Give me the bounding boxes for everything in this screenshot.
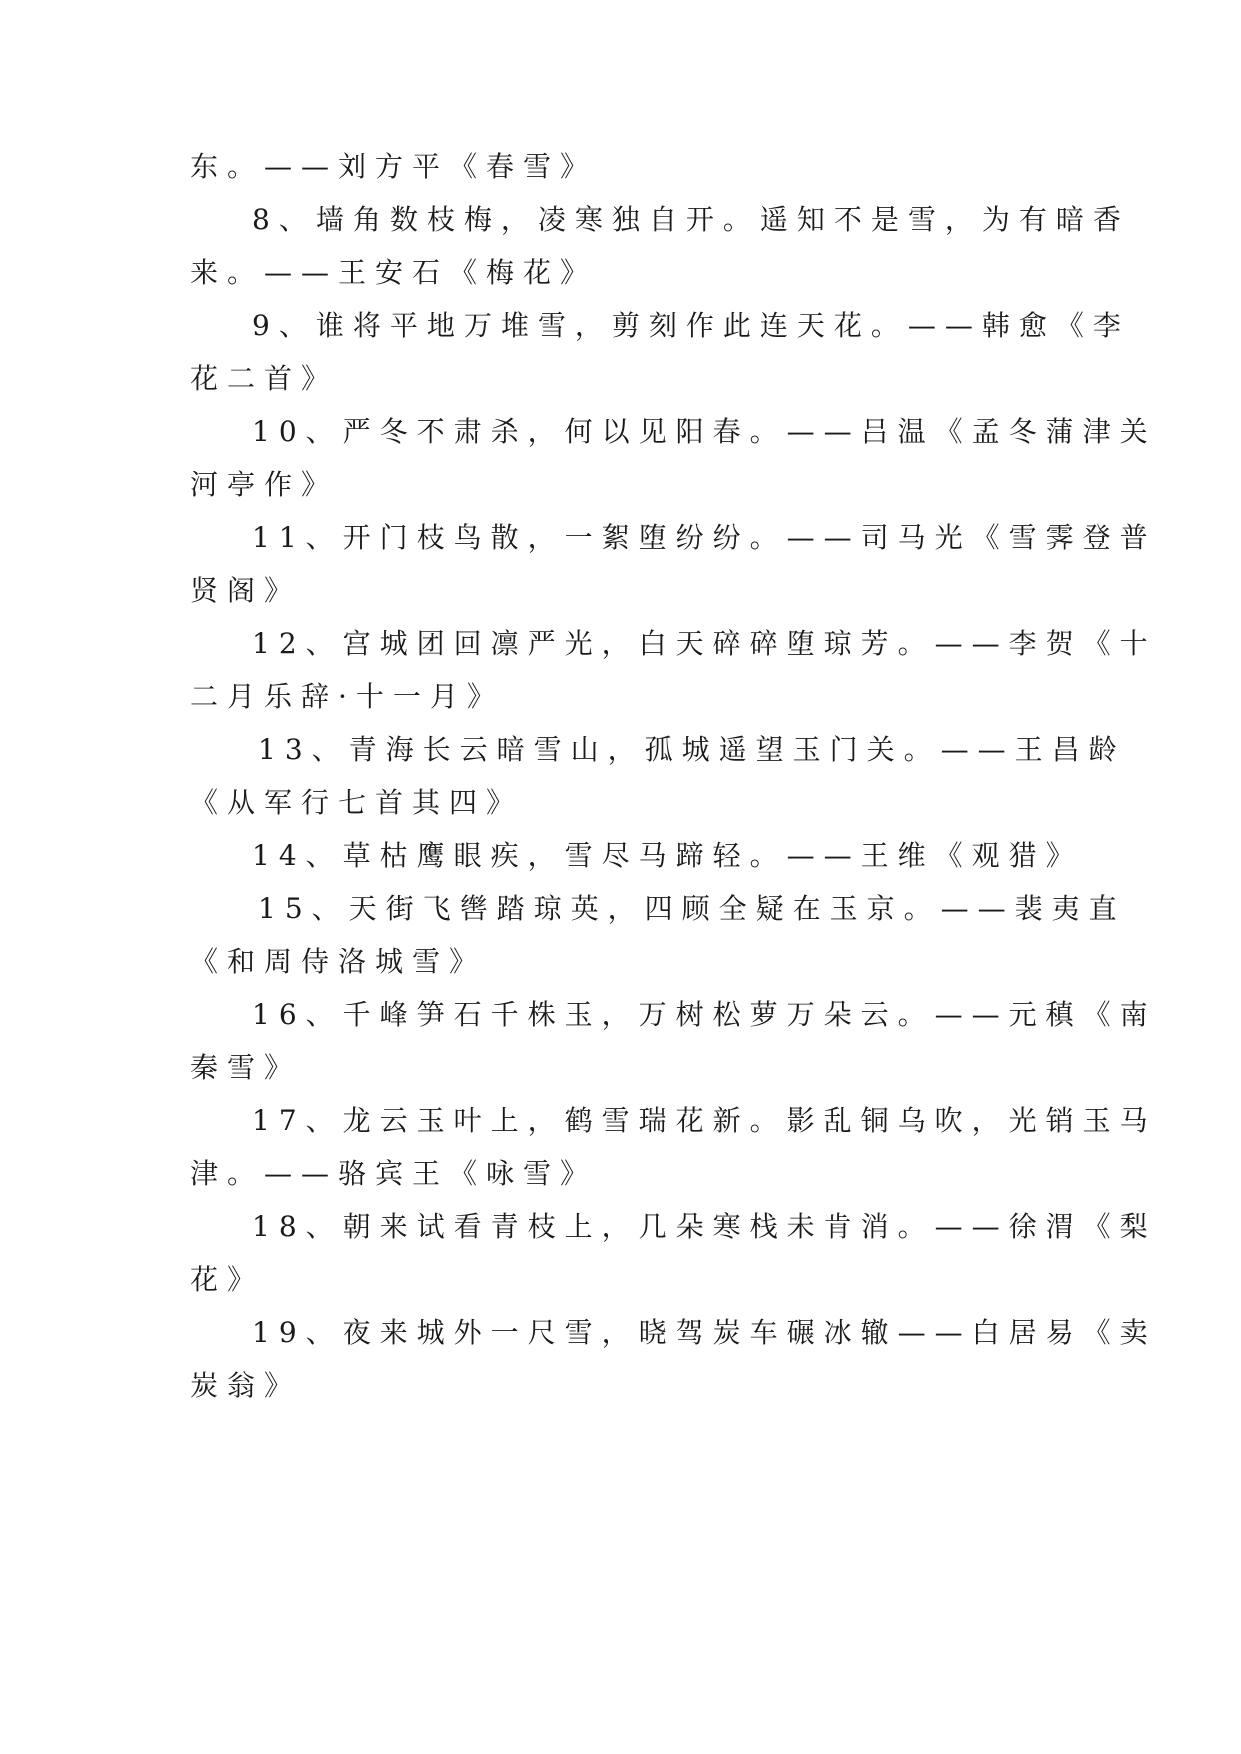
poem-item-12: 12、宫城团回凛严光，白天碎碎堕琼芳。——李贺《十 — [252, 627, 1157, 660]
poem-item-8: 8、墙角数枝梅，凌寒独自开。遥知不是雪，为有暗香 — [252, 203, 1130, 236]
text-line: 炭翁》 — [190, 1369, 302, 1402]
text-line: 《从军行七首其四》 — [190, 786, 524, 819]
text-line: 来。——王安石《梅花》 — [190, 256, 598, 289]
poem-item-9: 9、谁将平地万堆雪，剪刻作此连天花。——韩愈《李 — [252, 309, 1130, 342]
poem-item-17: 17、龙云玉叶上，鹤雪瑞花新。影乱铜乌吹，光销玉马 — [252, 1104, 1157, 1137]
poem-item-14: 14、草枯鹰眼疾，雪尽马蹄轻。——王维《观猎》 — [252, 839, 1083, 872]
text-line: 花二首》 — [190, 362, 339, 395]
text-line: 河亭作》 — [190, 468, 339, 501]
text-line: 津。——骆宾王《咏雪》 — [190, 1157, 598, 1190]
poem-item-13: 13、青海长云暗雪山，孤城遥望玉门关。——王昌龄 — [258, 733, 1126, 766]
text-line: 东。——刘方平《春雪》 — [190, 150, 598, 183]
text-line: 花》 — [190, 1263, 265, 1296]
poem-item-11: 11、开门枝鸟散，一絮堕纷纷。——司马光《雪霁登普 — [252, 521, 1157, 554]
poem-item-10: 10、严冬不肃杀，何以见阳春。——吕温《孟冬蒲津关 — [252, 415, 1157, 448]
text-line: 二月乐辞·十一月》 — [190, 680, 504, 713]
poem-item-15: 15、天街飞辔踏琼英，四顾全疑在玉京。——裴夷直 — [258, 892, 1126, 925]
text-line: 贤阁》 — [190, 574, 302, 607]
poem-item-16: 16、千峰笋石千株玉，万树松萝万朵云。——元稹《南 — [252, 998, 1157, 1031]
text-line: 《和周侍洛城雪》 — [190, 945, 487, 978]
text-line: 秦雪》 — [190, 1051, 302, 1084]
poem-item-18: 18、朝来试看青枝上，几朵寒栈未肯消。——徐渭《梨 — [252, 1210, 1157, 1243]
poem-item-19: 19、夜来城外一尺雪，晓驾炭车碾冰辙——白居易《卖 — [252, 1316, 1157, 1349]
